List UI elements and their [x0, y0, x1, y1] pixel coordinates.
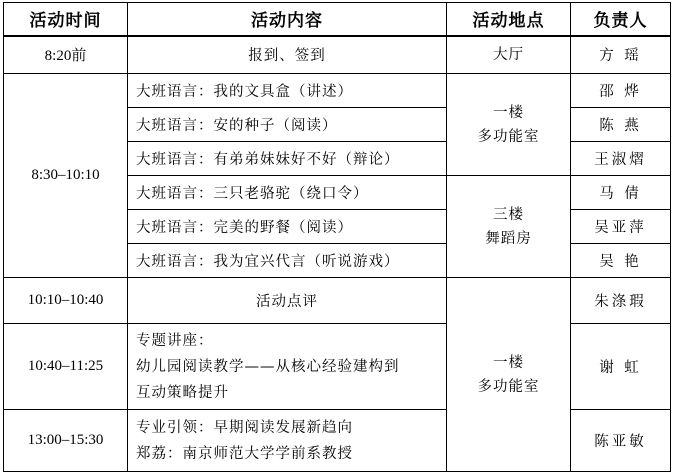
person-cell: 马 倩 [571, 176, 671, 210]
activity-cell: 大班语言：安的种子（阅读） [128, 108, 447, 142]
location-line: 多功能室 [477, 378, 540, 395]
location-line: 一楼 [493, 104, 524, 121]
header-content: 活动内容 [128, 3, 447, 36]
location-cell: 大厅 [447, 36, 571, 74]
location-line: 多功能室 [477, 128, 540, 145]
location-line: 一楼 [493, 354, 524, 371]
person-cell: 吴亚萍 [571, 210, 671, 244]
activity-cell: 活动点评 [128, 278, 447, 324]
activity-line: 互动策略提升 [136, 384, 229, 401]
activity-cell [128, 324, 447, 410]
location-line: 三楼 [493, 206, 524, 223]
location-line: 舞蹈房 [485, 230, 532, 247]
activity-line: 专业引领：早期阅读发展新趋向 [136, 419, 353, 436]
activity-cell: 大班语言：有弟弟妹妹好不好（辩论） [128, 142, 447, 176]
header-row [4, 3, 671, 36]
activity-cell: 报到、签到 [128, 36, 447, 74]
time-cell: 8:30–10:10 [4, 74, 128, 278]
person-cell: 陈亚敏 [571, 410, 671, 472]
person-cell: 邵 烨 [571, 74, 671, 108]
location-cell [447, 74, 571, 176]
activity-cell [128, 410, 447, 472]
time-cell: 10:10–10:40 [4, 278, 128, 324]
schedule-table [3, 2, 671, 472]
table-row [4, 410, 671, 472]
activity-cell: 大班语言：我为宜兴代言（听说游戏） [128, 244, 447, 278]
activity-cell: 大班语言：完美的野餐（阅读） [128, 210, 447, 244]
location-cell [447, 176, 571, 278]
table-row [4, 324, 671, 410]
activity-line: 幼儿园阅读教学——从核心经验建构到 [136, 358, 400, 375]
person-cell: 王淑熠 [571, 142, 671, 176]
table-row [4, 36, 671, 74]
location-cell [447, 278, 571, 472]
header-time: 活动时间 [4, 3, 128, 36]
activity-cell: 大班语言：三只老骆驼（绕口令） [128, 176, 447, 210]
person-cell: 陈 燕 [571, 108, 671, 142]
time-cell: 8:20前 [4, 36, 128, 74]
header-location: 活动地点 [447, 3, 571, 36]
activity-line: 郑荔：南京师范大学学前系教授 [136, 445, 353, 462]
header-person: 负责人 [571, 3, 671, 36]
person-cell: 方 瑶 [571, 36, 671, 74]
table-row [4, 74, 671, 108]
activity-line: 专题讲座： [136, 332, 214, 349]
time-cell: 13:00–15:30 [4, 410, 128, 472]
person-cell: 吴 艳 [571, 244, 671, 278]
activity-cell: 大班语言：我的文具盒（讲述） [128, 74, 447, 108]
person-cell: 谢 虹 [571, 324, 671, 410]
person-cell: 朱涤瑕 [571, 278, 671, 324]
table-row [4, 278, 671, 324]
time-cell: 10:40–11:25 [4, 324, 128, 410]
